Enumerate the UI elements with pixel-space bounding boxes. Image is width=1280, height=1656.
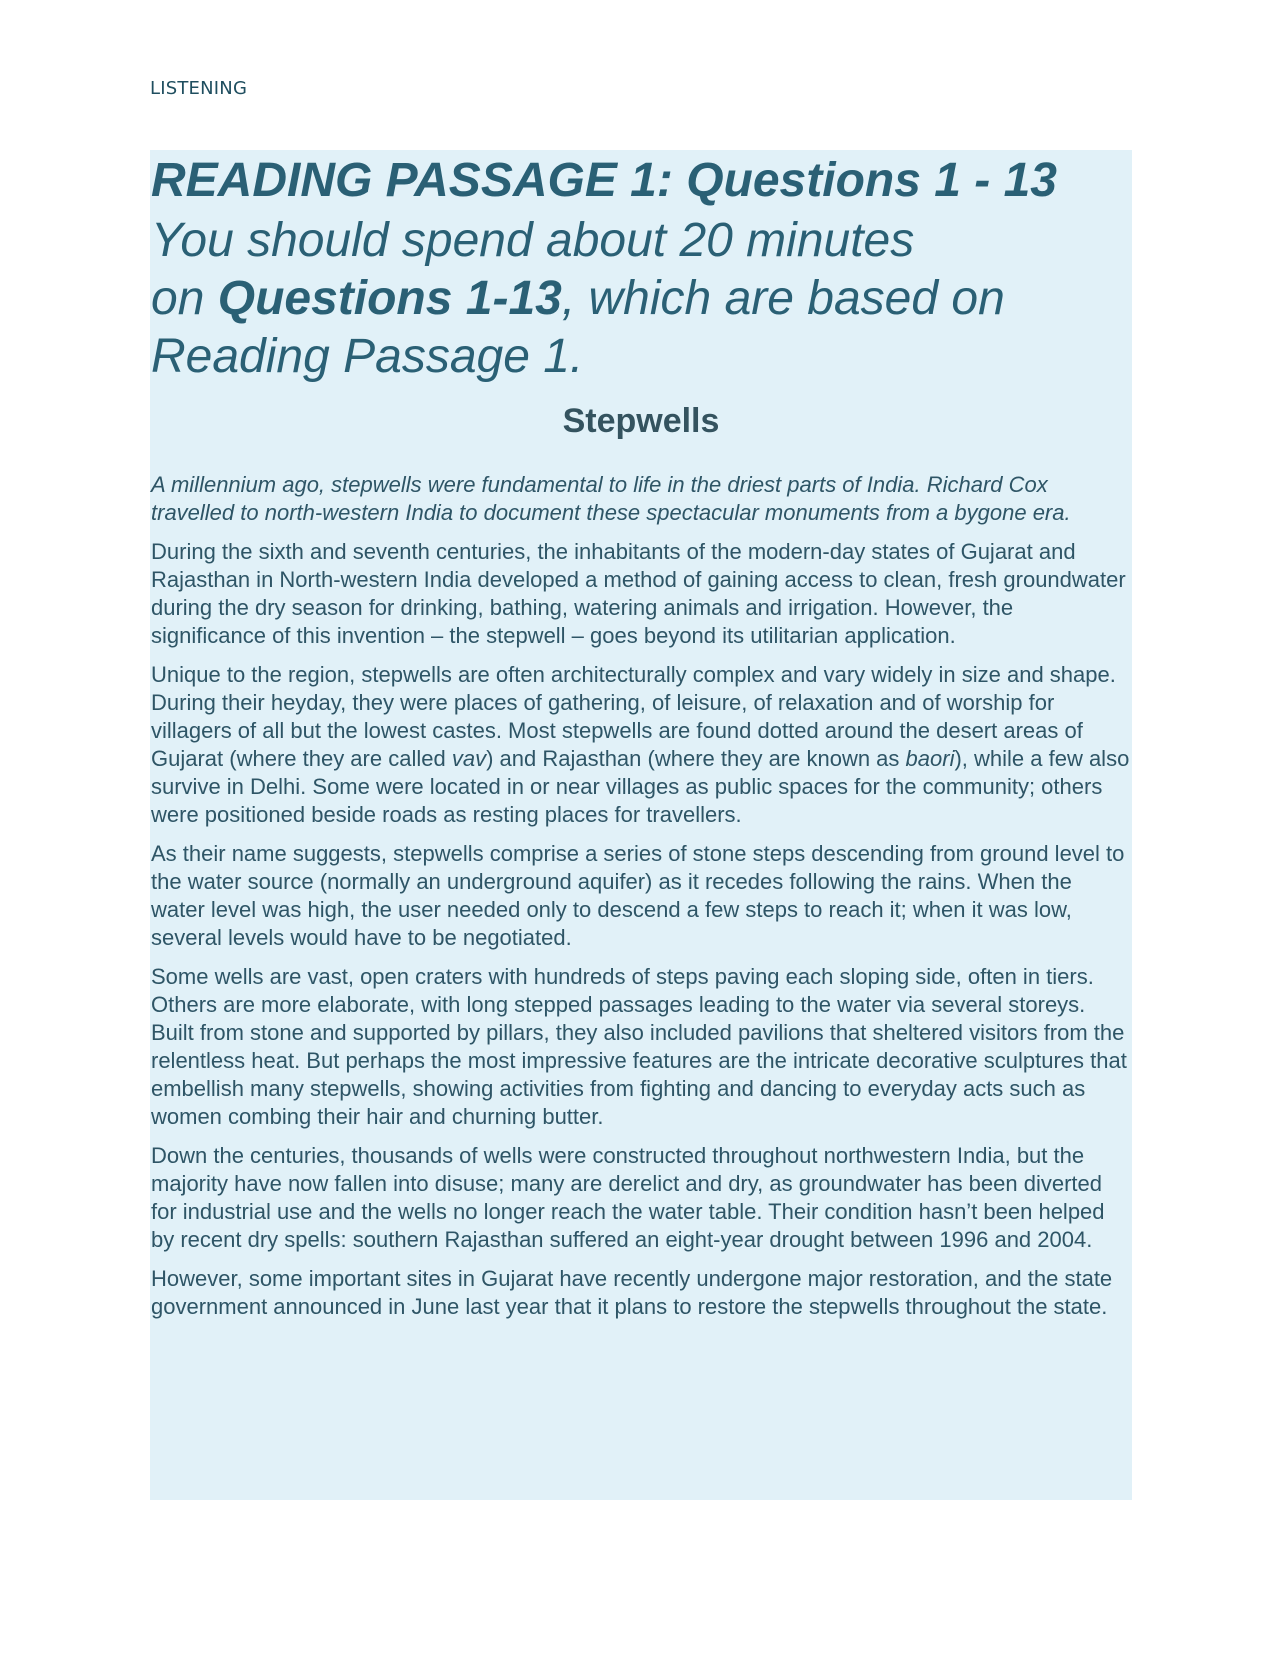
paragraph-6: However, some important sites in Gujarat have recently undergone major restoration, and the state government announced in June last year that it plans to restore the stepwells throughout the state.	[151, 1266, 1113, 1319]
instructions	[151, 212, 1131, 386]
paragraph-5: Down the centuries, thousands of wells were constructed throughout northwestern India, but the majority have now fallen into disuse; many are derelict and dry, as groundwater has been diverted for industrial use and the wells no longer reach the water table. Their condition hasn’t been helped by recent dry spells: southern Rajasthan suffered an eight-year drought between 1996 and 2004.	[151, 1143, 1105, 1252]
paragraph-3: As their name suggests, stepwells comprise a series of stone steps descending from ground level to the water source (normally an underground aquifer) as it recedes following the rains. When the water level was high, the user needed only to descend a few steps to reach it; when it was low, several levels would have to be negotiated.	[151, 841, 1125, 950]
passage-title: READING PASSAGE 1: Questions 1 - 13	[151, 154, 1057, 207]
instructions-pre: on	[151, 272, 218, 325]
instructions-bold-questions: Questions 1-13	[217, 272, 562, 325]
paragraph-1: During the sixth and seventh centuries, the inhabitants of the modern-day states of Gujarat and Rajasthan in North-western India developed a method of gaining access to clean, fresh groundwater during the dry season for drinking, bathing, watering animals and irrigation. However, the significance of this invention – the stepwell – goes beyond its utilitarian application.	[151, 539, 1126, 648]
instructions-line-1: You should spend about 20 minutes	[151, 214, 915, 267]
term-vav: vav	[451, 746, 487, 771]
article-title: Stepwells	[562, 402, 720, 440]
instructions-line-3: Reading Passage 1.	[151, 330, 584, 383]
term-baori: baori	[905, 746, 955, 771]
instructions-post: , which are based on	[561, 272, 1005, 325]
article-intro: A millennium ago, stepwells were fundamental to life in the driest parts of India. Richard Cox travelled to north-western India to document these spectacular monuments from a bygone era.	[151, 472, 1071, 525]
paragraph-2-part-c: ), while a few also survive in Delhi. Some were located in or near villages as public spaces for the community; others were positioned beside roads as resting places for travellers.	[151, 746, 1130, 827]
page-header-label: LISTENING	[150, 78, 248, 99]
paragraph-4: Some wells are vast, open craters with hundreds of steps paving each sloping side, often in tiers. Others are more elaborate, with long stepped passages leading to the water via several storeys. Built from stone and supported by pillars, they also included pavilions that sheltered visitors from the relentless heat. But perhaps the most impressive features are the intricate decorative sculptures that embellish many stepwells, showing activities from fighting and dancing to everyday acts such as women combing their hair and churning butter.	[151, 964, 1127, 1129]
paragraph-2	[151, 661, 1131, 829]
paragraph-2-part-a: Unique to the region, stepwells are often architecturally complex and vary widely in size and shape. During their heyday, they were places of gathering, of leisure, of relaxation and of worship for villagers of all but the lowest castes. Most stepwells are found dotted around the desert areas of Gujarat (where they are called	[151, 662, 1116, 771]
paragraph-2-part-b: ) and Rajasthan (where they are known as	[486, 746, 906, 771]
reading-passage	[151, 150, 1131, 1321]
